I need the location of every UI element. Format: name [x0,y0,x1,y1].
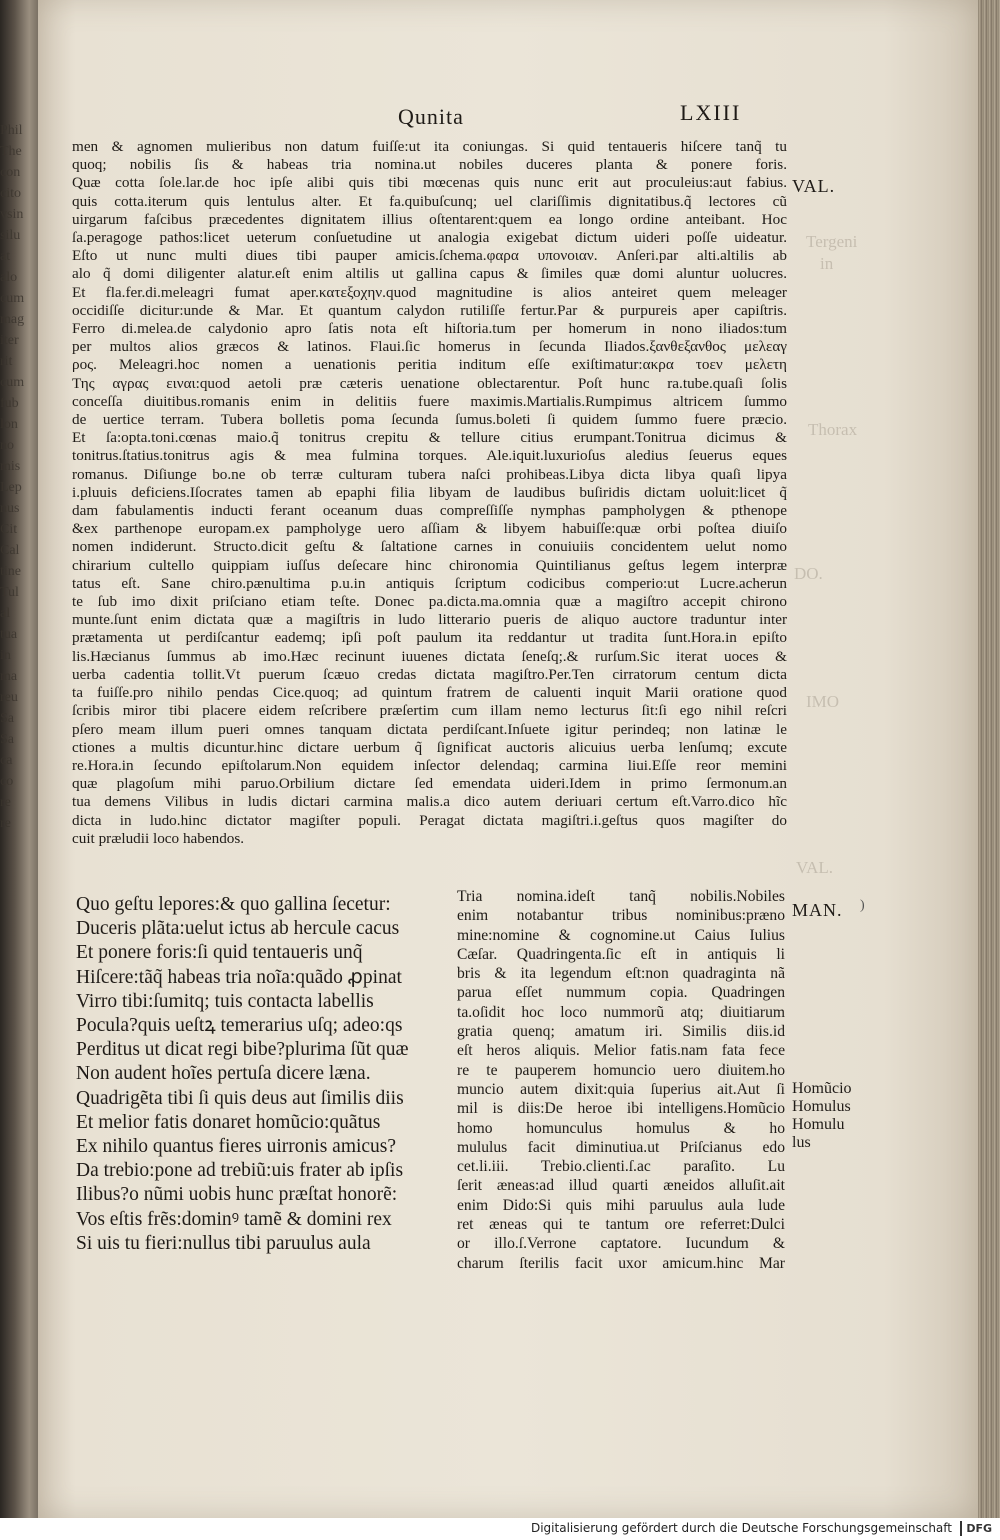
text-line: ſa.peragoge pathos:licet ueterum conſuetudine ut analogia exigebat dictum uideri poſſe uideatur. [72,229,787,247]
text-line: muncio autem dixit:quia ſuperius ait.Aut ſi [457,1080,785,1098]
text-line: gratia quenq; amatum iri. Similis diis.id [457,1023,785,1041]
text-line: quis cotta.iterum quis lentulus alter. Et fa.quibuſcunq; uel clariſſimis dignitatibus.q̃ lectores cũ [72,192,787,210]
text-line: tonitrus.ſtatius.tonitrus agis & mea fulmina torques. Ale.iquit.luxurioſus aledius ſeuerus eques [72,447,787,465]
text-line: per multos alios græcos & latinos. Flaui.ſic homerus in ſecunda Iliados.ξανθεξανθος μελεαγ [72,338,787,356]
adjacent-page-edge [0,0,42,1540]
text-line: enim notabantur tribus nominibus:præno [457,907,785,925]
bleed-through-5: IMO [806,692,840,711]
verse-block [76,893,476,1256]
text-line: tua demens Vilibus in ludis dictari carmina malis.a dico autem deriuari certum eſt.Varro.dico hĩc [72,793,787,811]
text-line: conceſſa diuitibus.romanis enim in delitiis fuere maximis.Martialis.Rumpimus altricem ſummo [72,392,787,410]
text-line: dam fabulamentis inducti ferant oceanum duas compreſſiſſe nymphas pampholygen & pthenope [72,502,787,520]
text-line: eſt heros aliquis. Melior fatis.nam fata fece [457,1042,785,1060]
text-line: quæ plagoſum mihi paruo.Orbilium dictare ſed emendata uideri.Idem in primo ſermonum.an [72,775,787,793]
text-line: Tria nomina.ideſt tanq̃ nobilis.Nobiles [457,888,785,905]
text-line: Et melior fatis donaret homũcio:quãtus [76,1111,381,1133]
text-line: Si uis tu fieri:nullus tibi paruulus aula [76,1232,371,1254]
text-line: re.Hora.in ſecundo epiſtolarum.Non equidem inſector delendaq; carmina liui.Eſſe reor memini [72,756,787,774]
text-line: homo homunculus homulus & ho [457,1119,785,1137]
text-line: chirarium cultello quippiam iuſſus deſecare hinc chironomia Quintilianus geſtus legem interpræ [72,556,787,574]
dfg-logo: DFG [960,1521,992,1536]
sidenote-homuncio-list [792,1080,852,1152]
text-line: ta fuiſſe.pro nihilo pendas Cice.quoq; ad quintum fratrem de caluenti inquit Marii oratione quod [72,684,787,702]
page-stack-edge [978,0,1000,1518]
text-line: mil is diis:De heroe ibi intelligens.Homũcio [457,1100,785,1118]
text-line: dicta in ludo.hinc dictator magiſter populi. Peragat dictata magiſtri.i.geſtus quos magiſter do [72,811,787,829]
text-line: Quo geſtu lepores:& quo gallina ſecetur: [76,894,391,915]
text-line: romanus. Diſiunge bo.ne ob terræ culturam tubera naſci prohibeas.Libya dicta libya quaſi lipya [72,465,787,483]
text-line: &ex parthenope europam.ex pampholyge uero aſſiam & libyem habuiſſe:quæ orbi poſtea diuiſo [72,520,787,538]
text-line: ret æneas qui te tantum ore referret:Dulci [457,1216,785,1234]
text-line: uerba cadentia tollit.Vt puerum ſcæuo credas dictata magiſtro.Per.Ten cirratorum centum dicta [72,665,787,683]
text-line: ctiones a multis dicuntur.hinc dictare uerbum q̃ ſignificat auctoris alicuius uerba lenſumq; excute [72,738,787,756]
text-line: uirgarum faſcibus præcedentes dignitatem illius oſtentarent:quem ea longo ordine anteibant. Hoc [72,210,787,228]
text-line: Et ſa:opta.toni.cœnas maio.q̃ tonitrus crepitu & tellure citius erumpant.Tonitrua dicimus & [72,429,787,447]
sidenote-val-top: VAL. [792,176,836,196]
sidenote-homulu: Homulu [792,1116,845,1133]
text-line: Quadrigẽta tibi ſi quis deus aut ſimilis diis [76,1087,404,1109]
text-line: quoq; nobilis ſis & habeas tria nomina.ut nobiles duceres planta & ponere foris. [72,156,787,174]
text-line: Hiſcere:tãq̃ habeas tria noĩa:quãdo ꝓpinat [76,966,402,988]
sidenote-homulus: Homulus [792,1098,851,1115]
bleed-through-6: VAL. [796,858,833,877]
text-line: Da trebio:pone ad trebiũ:uis frater ab ipſis [76,1160,404,1182]
text-line: prætamenta ut perdiſcantur eademq; ipſi poſt paulum ita reddantur ut tradita ſunt.Hora.in epiſto [72,629,787,647]
text-line: Της αγρας ειναι:quod aetoli præ cæteris uenatione oblectarentur. Poſt hunc ra.tube.quaſi ſolis [72,374,787,392]
sidenote-lus: lus [792,1134,811,1151]
text-line: ſerit æneas:ad illud quarti æneidos alluſit.ait [457,1177,785,1195]
text-line: Quæ cotta ſole.lar.de hoc ipſe alibi quis tibi mœcenas quis nunc erit aut proculeius:aut fabius. [72,174,787,192]
text-line: alo q̃ domi diligenter alatur.eſt enim altilis ut gallina capus & ſimiles quæ domi aluntur uolucres. [72,265,787,283]
text-line: Et fla.fer.di.meleagri fumat aper.κατεξοχην.quod magnitudine is alios anteiret quem meleager [72,283,787,301]
sidenote-man: MAN. [792,900,843,920]
text-line: mine:nomine & cognomine.ut Caius Iulius [457,926,785,944]
text-line: mululus facit diminutiua.ut Priſcianus edo [457,1138,785,1156]
text-line: Virro tibi:ſumitq; tuis contacta labellis [76,990,374,1012]
bleed-through-1: Tergeni [806,232,858,251]
sidenote-bracket-mark: ) [860,898,865,913]
text-line: tatus eſt. Sane chiro.pænultima p.u.in antiquis ſcriptum codicibus comperio:ut Lucre.acherun [72,574,787,592]
text-line: parua eſſet nummum copia. Quadringen [457,984,785,1002]
text-line: Et ponere foris:ſi quid tentaueris unq̃ [76,942,363,964]
bleed-through-2: in [820,254,834,273]
text-line: pſero meam illum pueri omnes tanquam dictata perdiſcant.Inſuete igitur perindeq; non latinæ le [72,720,787,738]
text-line: re te pauperem homuncio uero diuitem.ho [457,1061,785,1079]
text-line: Ilibus?o nũmi uobis hunc præſtat honorẽ: [76,1184,398,1206]
text-line: Cæſar. Quadringenta.ſic eſt in antiquis li [457,945,785,963]
text-line: Duceris plãta:uelut ictus ab hercule cacus [76,918,400,940]
text-line: occidiſſe dicitur:unde & Mar. Et quantum calydon rutiliſſe fertur.Par & purpureis aper capiſtris. [72,301,787,319]
text-line: lis.Hæcianus ſummus ab imo.Hæc recinunt iuuenes dictata ſeneſq;.& rurſum.Sic iterat uoces & [72,647,787,665]
text-line: cuit præludii loco habendos. [72,829,245,847]
folio-number: LXIII [680,100,742,125]
text-line: Ex nihilo quantus fieres uirronis amicus? [76,1136,397,1158]
text-line: Pocula?quis ueſtꝝ temerarius uſq; adeo:qs [76,1015,403,1037]
text-line: Ferro di.melea.de calydonio apro ſatis nota eſt hiſtoria.tum per homerum in nono iliados:tum [72,320,787,338]
bleed-through-4: DO. [794,564,823,583]
footer-credit: Digitalisierung gefördert durch die Deutsche Forschungsgemeinschaft [530,1521,952,1535]
sidenote-homucio: Homũcio [792,1080,852,1097]
text-line: cet.li.iii. Trebio.clienti.ſ.ac paraſito. Lu [457,1158,785,1176]
text-line: ρος. Meleagri.hoc nomen a uenationis peritia inditum eſſe exiſtimatur:ακρα τοεν μελετη [72,356,787,374]
text-line: Eſto ut nunc multi diues tibi pauper amicis.ſchema.φαρα υπονοιαν. Anſeri.par alti.altilis ab [72,247,787,265]
text-line: Non audent hoĩes pertuſa dicere læna. [76,1063,371,1085]
text-line: men & agnomen mulieribus non datum fuiſſe:ut ita coniungas. Si quid tentaueris hiſcere tanq̃ tu [72,138,787,155]
text-line: charum ſterilis facit uxor amicum.hinc Mar [457,1254,785,1272]
running-header: Qunita [398,104,464,129]
text-line: Perditus ut dicat regi bibe?plurima ſũt quæ [76,1039,409,1061]
commentary-block-top [72,138,787,848]
text-line: i.pluuis deficiens.Iſocrates tamen ab epaphi filia libyam de laudibus buſiridis dictam uoluit:licet q̃ [72,483,787,501]
text-line: te ſub imo dixit priſciano etiam teſte. Donec pa.dicta.ma.omnia quæ a magiſtro accepit chirono [72,593,787,611]
text-line: de uertice terram. Tubera bolletis poma ſecunda ſumus.boleti ſi quidem ſummo fuere præcio. [72,411,787,429]
digitization-footer [0,1518,1000,1540]
text-line: nomen indiderunt. Structo.dicit geſtu & ſaltatione carnes in conuiuiis concidentem uelut nomo [72,538,787,556]
text-line: bris & ita legendum eſt:non quadraginta nã [457,965,785,983]
adjacent-page-text: Phil The con cito vsin silu at alo cum mag iter rit cum fub lon no mis Lep nus Cit Cal tine Tul al tua in ma reu Sa Sa ca co re re [0,123,25,831]
text-line: or illo.ſ.Verrone captatore. Iucundum & [457,1235,785,1253]
text-line: enim Dido:Si quis mihi paruulus aula lude [457,1196,785,1214]
text-line: ta.oſidit hoc loco nummorũ atq; diuitiarum [457,1003,785,1021]
commentary-block-bottom [457,887,785,1273]
bleed-through-3: Thorax [808,420,858,439]
text-line: munte.ſunt enim dictata quæ a magiſtris in ludo litterario pueris de aliquo auctore traduntur inter [72,611,787,629]
text-line: Vos eſtis frẽs:dominꝰ tamẽ & domini rex [76,1208,392,1230]
text-line: ſcribis miror tibi placere eidem reſcribere præſertim cum illam nemo lecturus ſit:ſi ego nihil reſcri [72,702,787,720]
